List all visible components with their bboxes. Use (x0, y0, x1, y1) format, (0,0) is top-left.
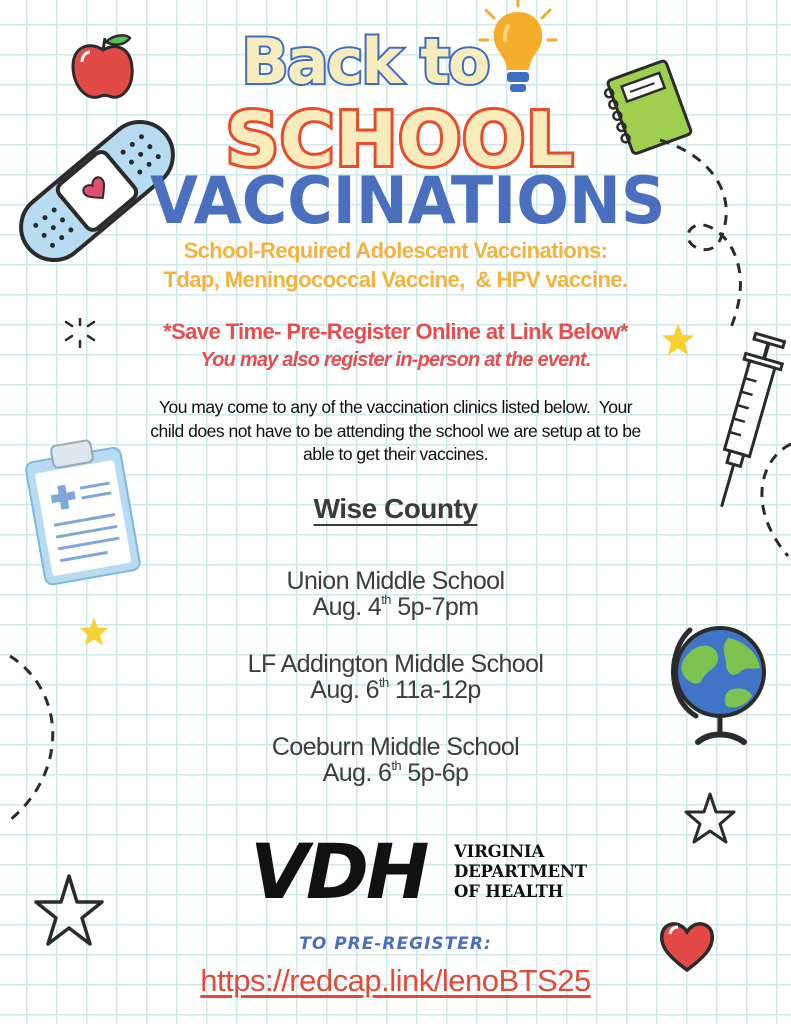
clinic-date-day: Aug. 6 (322, 759, 392, 787)
save-time-notice: *Save Time- Pre-Register Online at Link Below* (163, 319, 628, 344)
vdh-logo-line-1: VIRGINIA (454, 842, 545, 861)
pre-register-label: TO PRE-REGISTER: (299, 934, 492, 954)
clinic-item (0, 568, 791, 620)
clinic-date (0, 677, 791, 703)
lightbulb-icon (478, 0, 558, 100)
intro-line-1: You may come to any of the vaccination clinics listed below. Your (158, 397, 633, 417)
clinic-time: 5p-7pm (397, 593, 479, 621)
clinic-date-suffix: th (381, 592, 391, 607)
vdh-logo-text (454, 842, 587, 902)
required-line-2: Tdap, Meningococcal Vaccine, & HPV vaccine. (163, 267, 628, 292)
apple-icon (68, 32, 138, 104)
required-line-1: School-Required Adolescent Vaccinations: (183, 238, 608, 263)
intro-line-3: able to get their vaccines. (303, 444, 488, 464)
intro-paragraph (100, 396, 691, 467)
vdh-logo-line-3: OF HEALTH (454, 882, 564, 901)
clinic-school: LF Addington Middle School (247, 650, 544, 678)
vdh-logo-line-2: DEPARTMENT (454, 862, 587, 881)
clinic-item (0, 734, 791, 786)
intro-line-2: child does not have to be attending the school we are setup at to be (150, 420, 641, 441)
clinic-time: 5p-6p (407, 759, 469, 787)
star-outline-icon (684, 790, 736, 846)
title-back-to: Back to (241, 25, 489, 98)
clinic-date-suffix: th (391, 758, 402, 773)
pre-register-link[interactable]: https://redcap.link/lenoBTS25 (200, 963, 591, 998)
vdh-logo (250, 827, 590, 916)
clinic-date-suffix: th (378, 675, 389, 690)
clinic-date-day: Aug. 6 (310, 676, 379, 704)
clinic-date (0, 760, 791, 786)
clinic-item (0, 651, 791, 703)
clinic-time: 11a-12p (395, 676, 481, 704)
in-person-notice: You may also register in-person at the event. (200, 349, 591, 371)
clinic-school: Union Middle School (286, 567, 505, 595)
clinic-school: Coeburn Middle School (271, 733, 520, 761)
clinic-date-day: Aug. 4 (312, 593, 382, 621)
clinic-date (0, 594, 791, 620)
required-vaccinations (0, 236, 791, 294)
title-vaccinations: VACCINATIONS (150, 162, 666, 239)
title-school: SCHOOL (225, 97, 575, 183)
county-name: Wise County (313, 493, 478, 524)
vdh-logo-letters: VDH (250, 827, 427, 916)
county-heading (0, 492, 791, 526)
star-icon (78, 616, 110, 648)
